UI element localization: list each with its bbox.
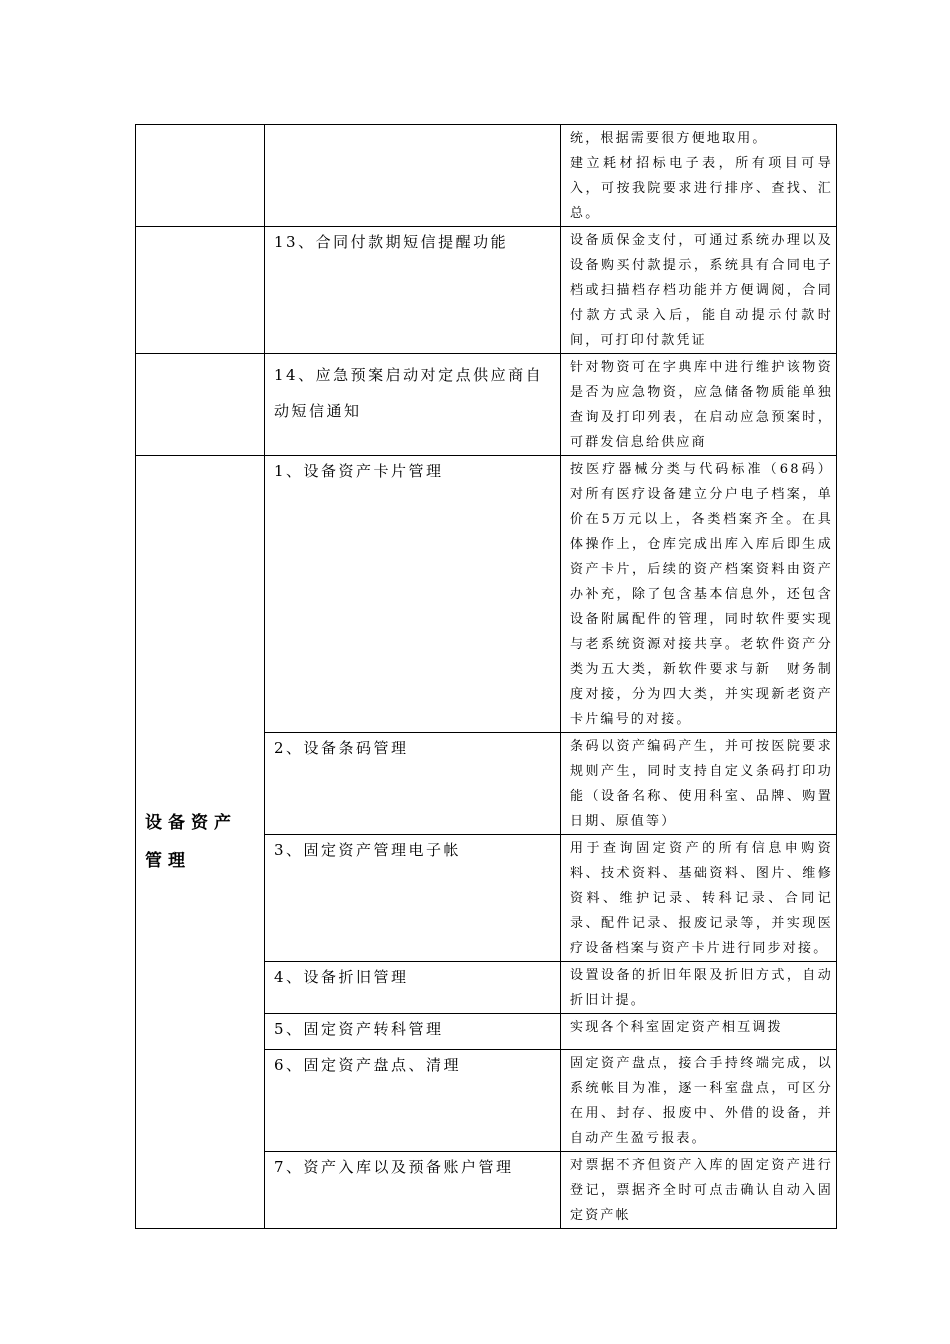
feature-cell: 4、设备折旧管理	[265, 962, 561, 1014]
feature-cell: 14、应急预案启动对定点供应商自动短信通知	[265, 354, 561, 456]
description-cell	[561, 125, 837, 227]
description-line: 建立耗材招标电子表，所有项目可导入，可按我院要求进行排序、查找、汇总。	[570, 156, 833, 221]
feature-cell: 2、设备条码管理	[265, 733, 561, 835]
feature-cell: 3、固定资产管理电子帐	[265, 835, 561, 962]
feature-cell	[265, 125, 561, 227]
table-row	[136, 354, 837, 456]
table-row	[136, 227, 837, 354]
description-cell: 固定资产盘点，接合手持终端完成，以系统帐目为准，逐一科室盘点，可区分在用、封存、报废中、外借的设备，并自动产生盈亏报表。	[561, 1050, 837, 1152]
description-line: 统，根据需要很方便地取用。	[570, 131, 768, 146]
description-cell: 设备质保金支付，可通过系统办理以及设备购买付款提示，系统具有合同电子档或扫描档存档功能并方便调阅，合同付款方式录入后，能自动提示付款时间，可打印付款凭证	[561, 227, 837, 354]
description-cell: 实现各个科室固定资产相互调拨	[561, 1014, 837, 1050]
requirements-table	[135, 124, 837, 1229]
feature-cell: 13、合同付款期短信提醒功能	[265, 227, 561, 354]
description-cell: 用于查询固定资产的所有信息申购资料、技术资料、基础资料、图片、维修资料、维护记录、转科记录、合同记录、配件记录、报废记录等，并实现医疗设备档案与资产卡片进行同步对接。	[561, 835, 837, 962]
feature-cell: 7、资产入库以及预备账户管理	[265, 1152, 561, 1229]
category-cell	[136, 227, 265, 354]
feature-cell: 1、设备资产卡片管理	[265, 456, 561, 733]
category-label: 设备资产管理	[136, 456, 265, 1229]
description-cell: 设置设备的折旧年限及折旧方式，自动折旧计提。	[561, 962, 837, 1014]
table-row	[136, 456, 837, 733]
description-cell: 条码以资产编码产生，并可按医院要求规则产生，同时支持自定义条码打印功能（设备名称、使用科室、品牌、购置日期、原值等）	[561, 733, 837, 835]
table-row	[136, 125, 837, 227]
category-cell	[136, 125, 265, 227]
description-cell: 按医疗器械分类与代码标准（68码）对所有医疗设备建立分户电子档案，单价在5万元以上，各类档案齐全。在具体操作上，仓库完成出库入库后即生成资产卡片，后续的资产档案资料由资产办补充，除了包含基本信息外，还包含设备附属配件的管理，同时软件要实现与老系统资源对接共享。老软件资产分类为五大类，新软件要求与新 财务制度对接，分为四大类，并实现新老资产卡片编号的对接。	[561, 456, 837, 733]
feature-cell: 5、固定资产转科管理	[265, 1014, 561, 1050]
category-cell	[136, 354, 265, 456]
feature-cell: 6、固定资产盘点、清理	[265, 1050, 561, 1152]
description-cell: 针对物资可在字典库中进行维护该物资是否为应急物资，应急储备物质能单独查询及打印列表，在启动应急预案时，可群发信息给供应商	[561, 354, 837, 456]
description-cell: 对票据不齐但资产入库的固定资产进行登记，票据齐全时可点击确认自动入固定资产帐	[561, 1152, 837, 1229]
